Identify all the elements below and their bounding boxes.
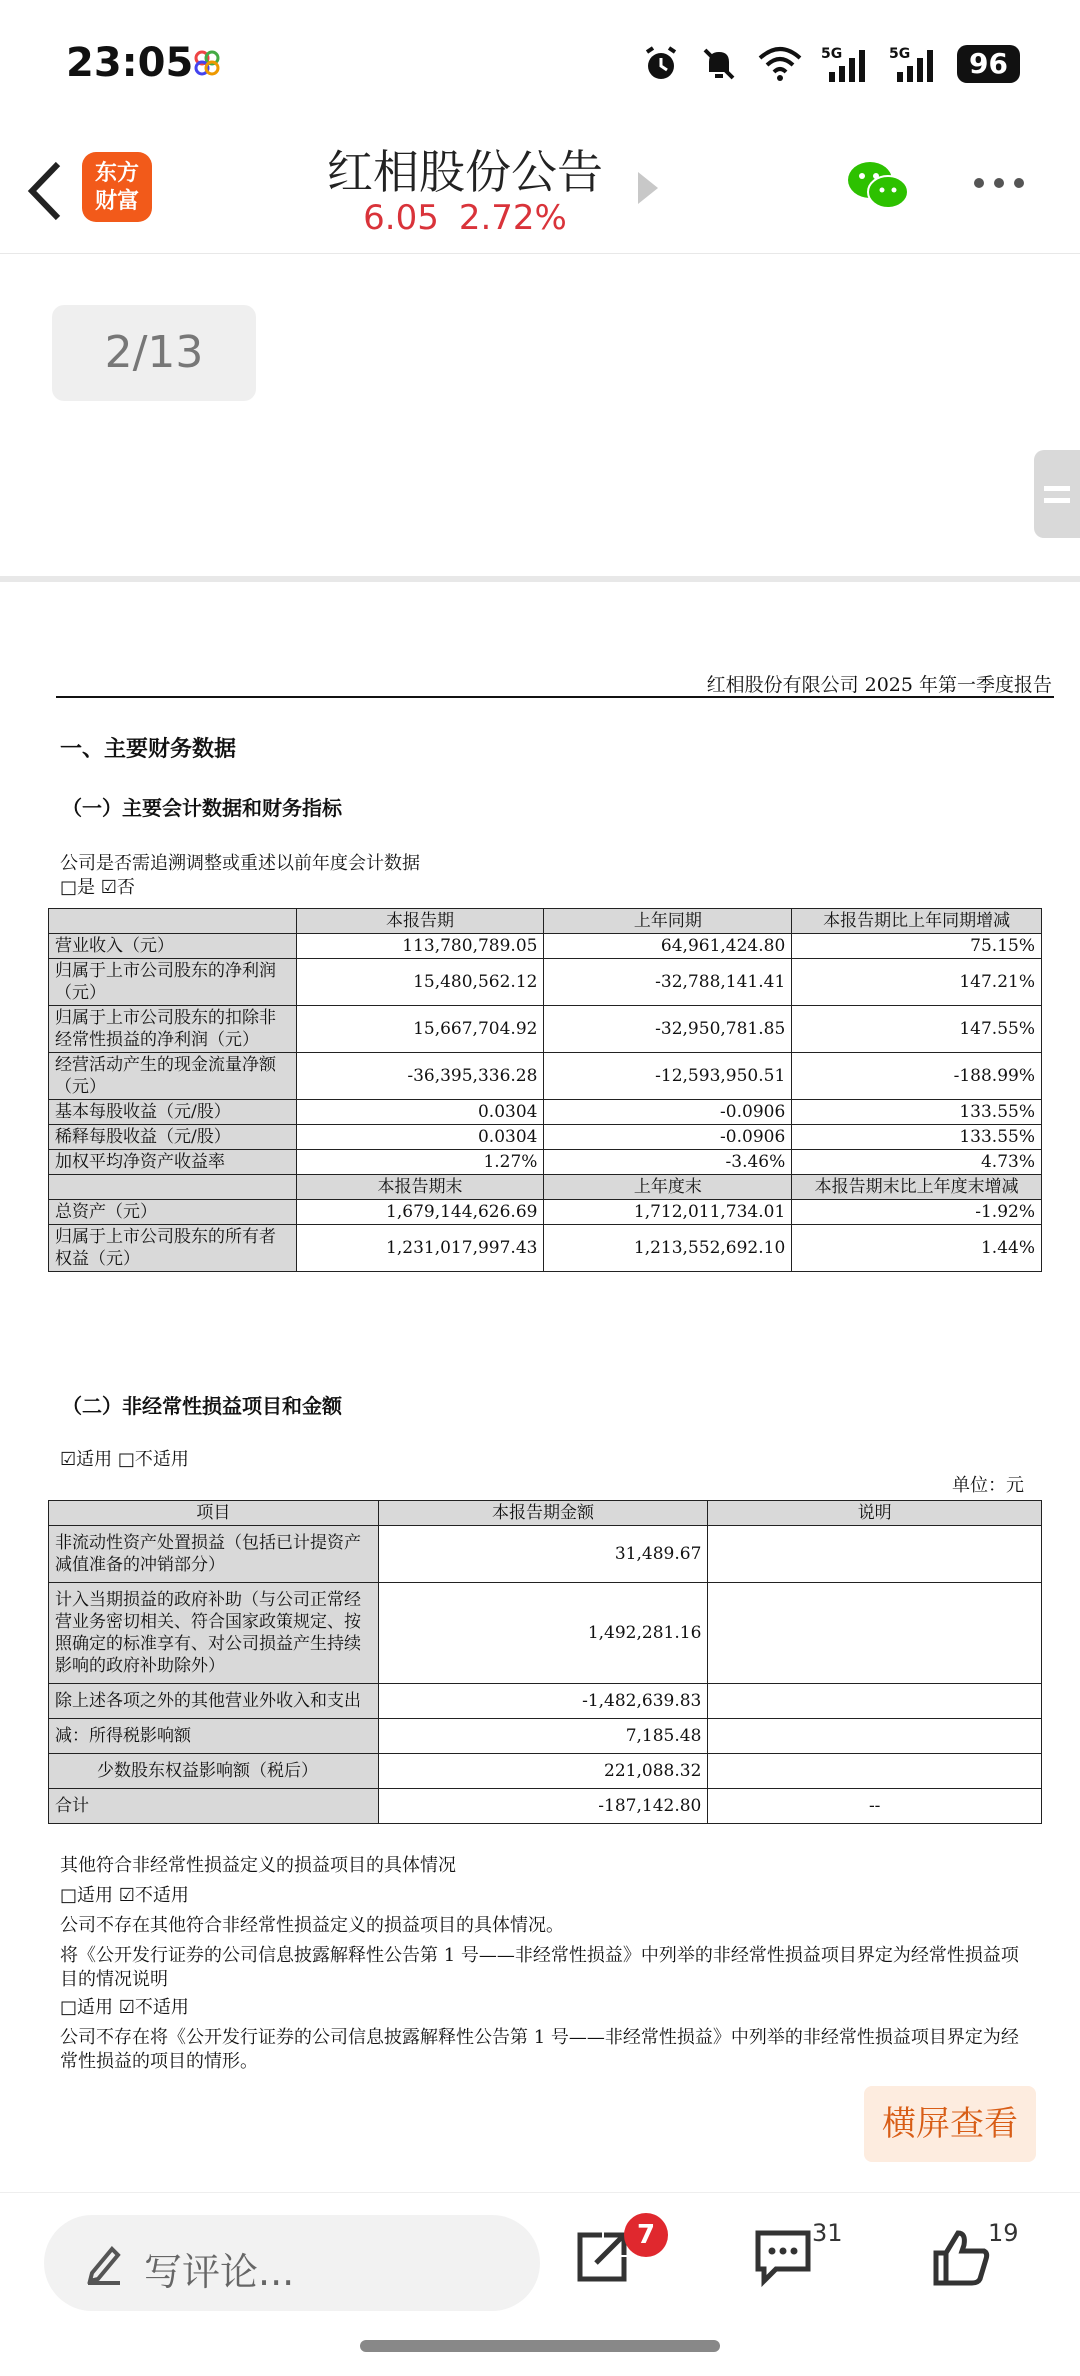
comment-input[interactable] [44,2215,540,2311]
row-label: 营业收入（元） [49,934,297,959]
table-cell: -188.99% [792,1053,1042,1100]
section-title: 一、主要财务数据 [60,736,237,762]
table-cell: 221,088.32 [378,1754,708,1789]
row-label: 归属于上市公司股东的净利润（元） [49,959,297,1006]
table-header-row [49,1175,1042,1200]
row-label: 总资产（元） [49,1200,297,1225]
table-header-cell: 本报告期末 [296,1175,544,1200]
row-label: 合计 [49,1789,379,1824]
table-row [49,1526,1042,1583]
table-header-cell: 本报告期 [296,909,544,934]
table-cell: 1,679,144,626.69 [296,1200,544,1225]
table-cell: -187,142.80 [378,1789,708,1824]
table-row [49,1100,1042,1125]
note-text: 公司不存在其他符合非经常性损益定义的损益项目的具体情况。 [60,1915,564,1936]
clock: 23:05 [66,40,194,86]
table-row [49,1719,1042,1754]
table-cell: 64,961,424.80 [544,934,792,959]
table-cell: -- [708,1789,1042,1824]
table-cell: 15,480,562.12 [296,959,544,1006]
row-label: 归属于上市公司股东的所有者权益（元） [49,1225,297,1272]
row-label: 非流动性资产处置损益（包括已计提资产减值准备的冲销部分） [49,1526,379,1583]
table-cell: 0.0304 [296,1100,544,1125]
note-text: 将《公开发行证券的公司信息披露解释性公告第 1 号——非经常性损益》中列举的非经常性损益项目界定为经常性损益项目的情况说明 [60,1945,1019,1990]
share-count-badge: 7 [624,2213,668,2257]
note-text: 公司不存在将《公开发行证券的公司信息披露解释性公告第 1 号——非经常性损益》中列举的非经常性损益项目界定为经常性损益的项目的情形。 [60,2027,1019,2072]
table-header-row [49,1501,1042,1526]
table-header-cell: 本报告期末比上年度末增减 [792,1175,1042,1200]
retro-answer: □是 ☑否 [60,877,135,898]
note-answer: □适用 ☑不适用 [60,1997,189,2018]
table-cell: 147.55% [792,1006,1042,1053]
pen-icon [84,2241,124,2285]
table-cell: 4.73% [792,1150,1042,1175]
table-row [49,1150,1042,1175]
table-row [49,1225,1042,1272]
report-page [0,582,1080,2192]
table-cell: 113,780,789.05 [296,934,544,959]
wifi-icon [757,44,803,84]
svg-text:5G: 5G [889,46,911,62]
table-cell: 7,185.48 [378,1719,708,1754]
note-text: 其他符合非经常性损益定义的损益项目的具体情况 [60,1855,456,1876]
header-rule [56,696,1054,698]
table-cell: 1.44% [792,1225,1042,1272]
side-drawer-handle[interactable] [1034,450,1080,538]
financial-indicators-table [48,908,1042,1272]
table-cell: -32,788,141.41 [544,959,792,1006]
table-cell: 1.27% [296,1150,544,1175]
table-cell [708,1526,1042,1583]
row-label: 基本每股收益（元/股） [49,1100,297,1125]
table-cell [708,1684,1042,1719]
table-row [49,1006,1042,1053]
row-label: 归属于上市公司股东的扣除非经常性损益的净利润（元） [49,1006,297,1053]
table-header-cell [49,1175,297,1200]
page-title: 红相股份公告 [327,145,603,199]
table-cell [708,1754,1042,1789]
table-cell: 133.55% [792,1100,1042,1125]
table-header-cell: 本报告期比上年同期增减 [792,909,1042,934]
table-cell: -0.0906 [544,1125,792,1150]
table-cell: -3.46% [544,1150,792,1175]
table-header-cell: 上年度末 [544,1175,792,1200]
table-cell: 1,492,281.16 [378,1583,708,1684]
wechat-share-icon[interactable] [846,158,910,214]
table-cell: 147.21% [792,959,1042,1006]
table-cell: -0.0906 [544,1100,792,1125]
table-cell: -32,950,781.85 [544,1006,792,1053]
retro-question: 公司是否需追溯调整或重述以前年度会计数据 [60,853,420,874]
table-cell: -12,593,950.51 [544,1053,792,1100]
table-row [49,1684,1042,1719]
landscape-view-button[interactable]: 横屏查看 [864,2086,1036,2162]
alarm-icon [641,44,681,84]
report-running-header: 红相股份有限公司 2025 年第一季度报告 [706,674,1052,696]
share-icon[interactable] [572,2227,632,2287]
table-row [49,1583,1042,1684]
play-triangle-icon[interactable] [636,170,660,206]
table-cell: 1,231,017,997.43 [296,1225,544,1272]
app-notification-icon [192,48,222,78]
like-count: 19 [988,2219,1019,2247]
note-answer: □适用 ☑不适用 [60,1885,189,1906]
top-nav-bar [0,128,1080,254]
table-cell: 31,489.67 [378,1526,708,1583]
status-bar [0,0,1080,128]
thumbs-up-icon[interactable] [930,2227,992,2289]
row-label: 除上述各项之外的其他营业外收入和支出 [49,1684,379,1719]
svg-text:5G: 5G [821,46,843,62]
table-cell: -1.92% [792,1200,1042,1225]
table-cell: 75.15% [792,934,1042,959]
comment-count: 31 [812,2219,843,2247]
page-indicator: 2/13 [52,305,256,401]
table-row [49,1125,1042,1150]
table-cell: 1,712,011,734.01 [544,1200,792,1225]
signal-5g-icon [821,44,871,84]
table-header-row [49,909,1042,934]
row-label: 减：所得税影响额 [49,1719,379,1754]
table-header-cell: 本报告期金额 [378,1501,708,1526]
row-label: 计入当期损益的政府补助（与公司正常经营业务密切相关、符合国家政策规定、按照确定的标准享有、对公司损益产生持续影响的政府补助除外） [49,1583,379,1684]
table-header-cell [49,909,297,934]
table-cell: 133.55% [792,1125,1042,1150]
battery-level: 96 [957,45,1020,83]
table-cell: 15,667,704.92 [296,1006,544,1053]
stock-price: 6.05 [363,198,439,238]
table-cell [708,1583,1042,1684]
more-options-icon[interactable] [974,178,1024,188]
signal-5g-icon-2 [889,44,939,84]
comment-icon[interactable] [752,2227,814,2287]
table-header-cell: 项目 [49,1501,379,1526]
non-recurring-items-table [48,1500,1042,1824]
stock-change: 2.72% [458,198,567,238]
comment-placeholder: 写评论... [144,2250,295,2294]
mute-icon [699,44,739,84]
row-label: 少数股东权益影响额（税后） [49,1754,379,1789]
table-row [49,1053,1042,1100]
row-label: 加权平均净资产收益率 [49,1150,297,1175]
table-cell: 0.0304 [296,1125,544,1150]
table-row [49,1754,1042,1789]
home-indicator [360,2340,720,2352]
subsection-title: （二）非经常性损益项目和金额 [62,1394,342,1418]
table-cell [708,1719,1042,1754]
applicable-flag: ☑适用 □不适用 [60,1449,189,1470]
back-arrow-icon[interactable] [22,156,68,226]
table-row [49,1200,1042,1225]
table-header-cell: 上年同期 [544,909,792,934]
table-cell: -1,482,639.83 [378,1684,708,1719]
table-cell: -36,395,336.28 [296,1053,544,1100]
row-label: 经营活动产生的现金流量净额（元） [49,1053,297,1100]
subsection-title: （一）主要会计数据和财务指标 [62,796,342,820]
unit-label: 单位：元 [952,1475,1024,1496]
table-row [49,1789,1042,1824]
stock-quote[interactable] [300,198,630,238]
row-label: 稀释每股收益（元/股） [49,1125,297,1150]
eastmoney-logo: 东方 财富 [82,152,152,222]
table-row [49,959,1042,1006]
table-cell: 1,213,552,692.10 [544,1225,792,1272]
table-row [49,934,1042,959]
table-header-cell: 说明 [708,1501,1042,1526]
